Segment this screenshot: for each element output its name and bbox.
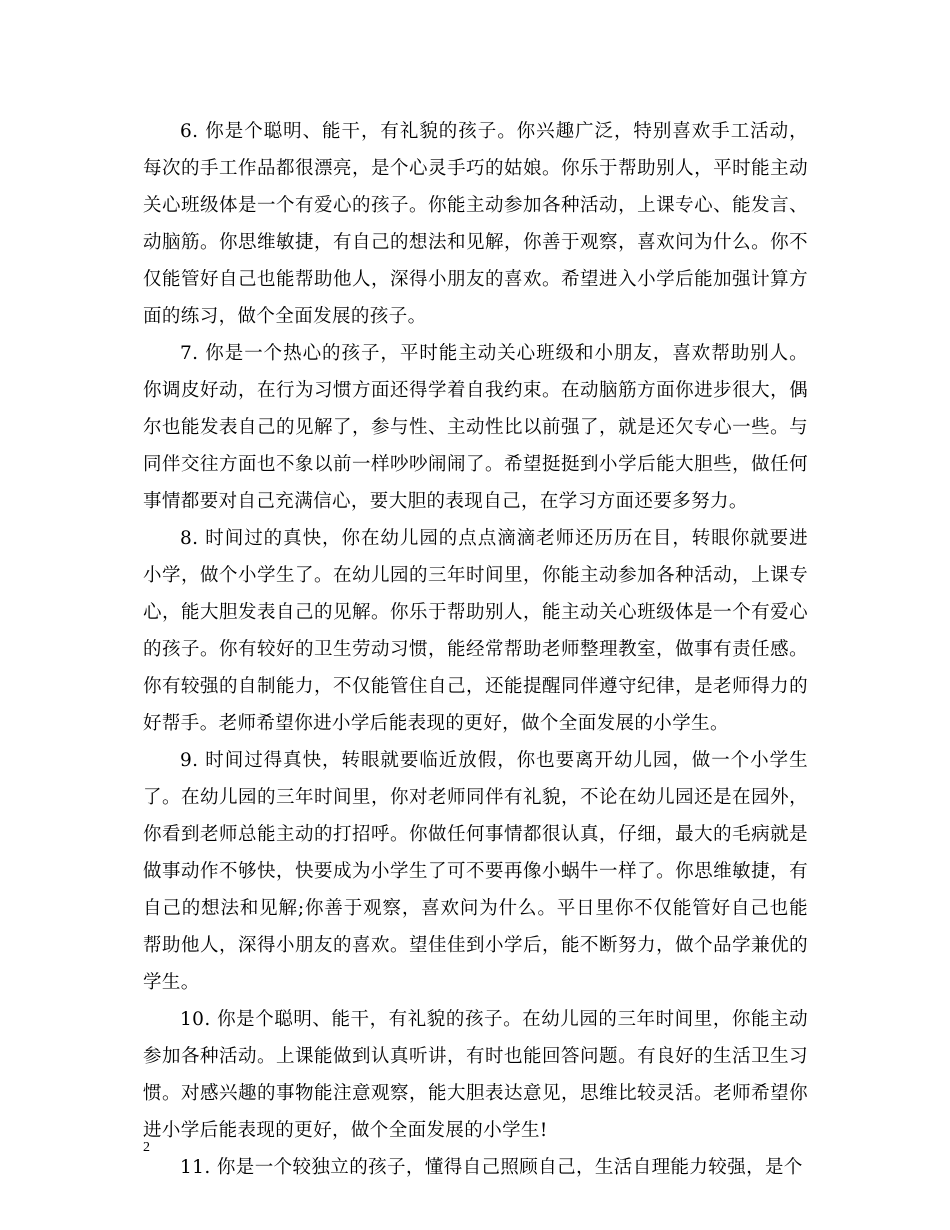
paragraph-10: 10. 你是个聪明、能干，有礼貌的孩子。在幼儿园的三年时间里，你能主动参加各种活动。上课能做到认真听讲，有时也能回答问题。有良好的生活卫生习惯。对感兴趣的事物能注意观察，能大胆表达意见，思维比较灵活。老师希望你进小学后能表现的更好，做个全面发展的小学生! bbox=[143, 1009, 808, 1141]
page-number: 2 bbox=[143, 1140, 150, 1155]
paragraph-8: 8. 时间过的真快，你在幼儿园的点点滴滴老师还历历在目，转眼你就要进小学，做个小学生了。在幼儿园的三年时间里，你能主动参加各种活动，上课专心，能大胆发表自己的见解。你乐于帮助别人，能主动关心班级体是一个有爱心的孩子。你有较好的卫生劳动习惯，能经常帮助老师整理教室，做事有责任感。你有较强的自制能力，不仅能管住自己，还能提醒同伴遵守纪律，是老师得力的好帮手。老师希望你进小学后能表现的更好，做个全面发展的小学生。 bbox=[143, 528, 808, 734]
paragraph-11: 11. 你是一个较独立的孩子，懂得自己照顾自己，生活自理能力较强，是个 bbox=[180, 1157, 803, 1178]
paragraph-6: 6. 你是个聪明、能干，有礼貌的孩子。你兴趣广泛，特别喜欢手工活动，每次的手工作品都很漂亮，是个心灵手巧的姑娘。你乐于帮助别人，平时能主动关心班级体是一个有爱心的孩子。你能主动参加各种活动，上课专心、能发言、动脑筋。你思维敏捷，有自己的想法和见解，你善于观察，喜欢问为什么。你不仅能管好自己也能帮助他人，深得小朋友的喜欢。希望进入小学后能加强计算方面的练习，做个全面发展的孩子。 bbox=[143, 121, 808, 327]
paragraph-9: 9. 时间过得真快，转眼就要临近放假，你也要离开幼儿园，做一个小学生了。在幼儿园的三年时间里，你对老师同伴有礼貌，不论在幼儿园还是在园外，你看到老师总能主动的打招呼。你做任何事情都很认真，仔细，最大的毛病就是做事动作不够快，快要成为小学生了可不要再像小蜗牛一样了。你思维敏捷，有自己的想法和见解;你善于观察，喜欢问为什么。平日里你不仅能管好自己也能帮助他人，深得小朋友的喜欢。望佳佳到小学后，能不断努力，做个品学兼优的学生。 bbox=[143, 750, 808, 993]
paragraph-7: 7. 你是一个热心的孩子，平时能主动关心班级和小朋友，喜欢帮助别人。你调皮好动，在行为习惯方面还得学着自我约束。在动脑筋方面你进步很大，偶尔也能发表自己的见解了，参与性、主动性比以前强了，就是还欠专心一些。与同伴交往方面也不象以前一样吵吵闹闹了。希望挺挺到小学后能大胆些，做任何事情都要对自己充满信心，要大胆的表现自己，在学习方面还要多努力。 bbox=[143, 343, 808, 512]
document-body bbox=[143, 113, 808, 1186]
